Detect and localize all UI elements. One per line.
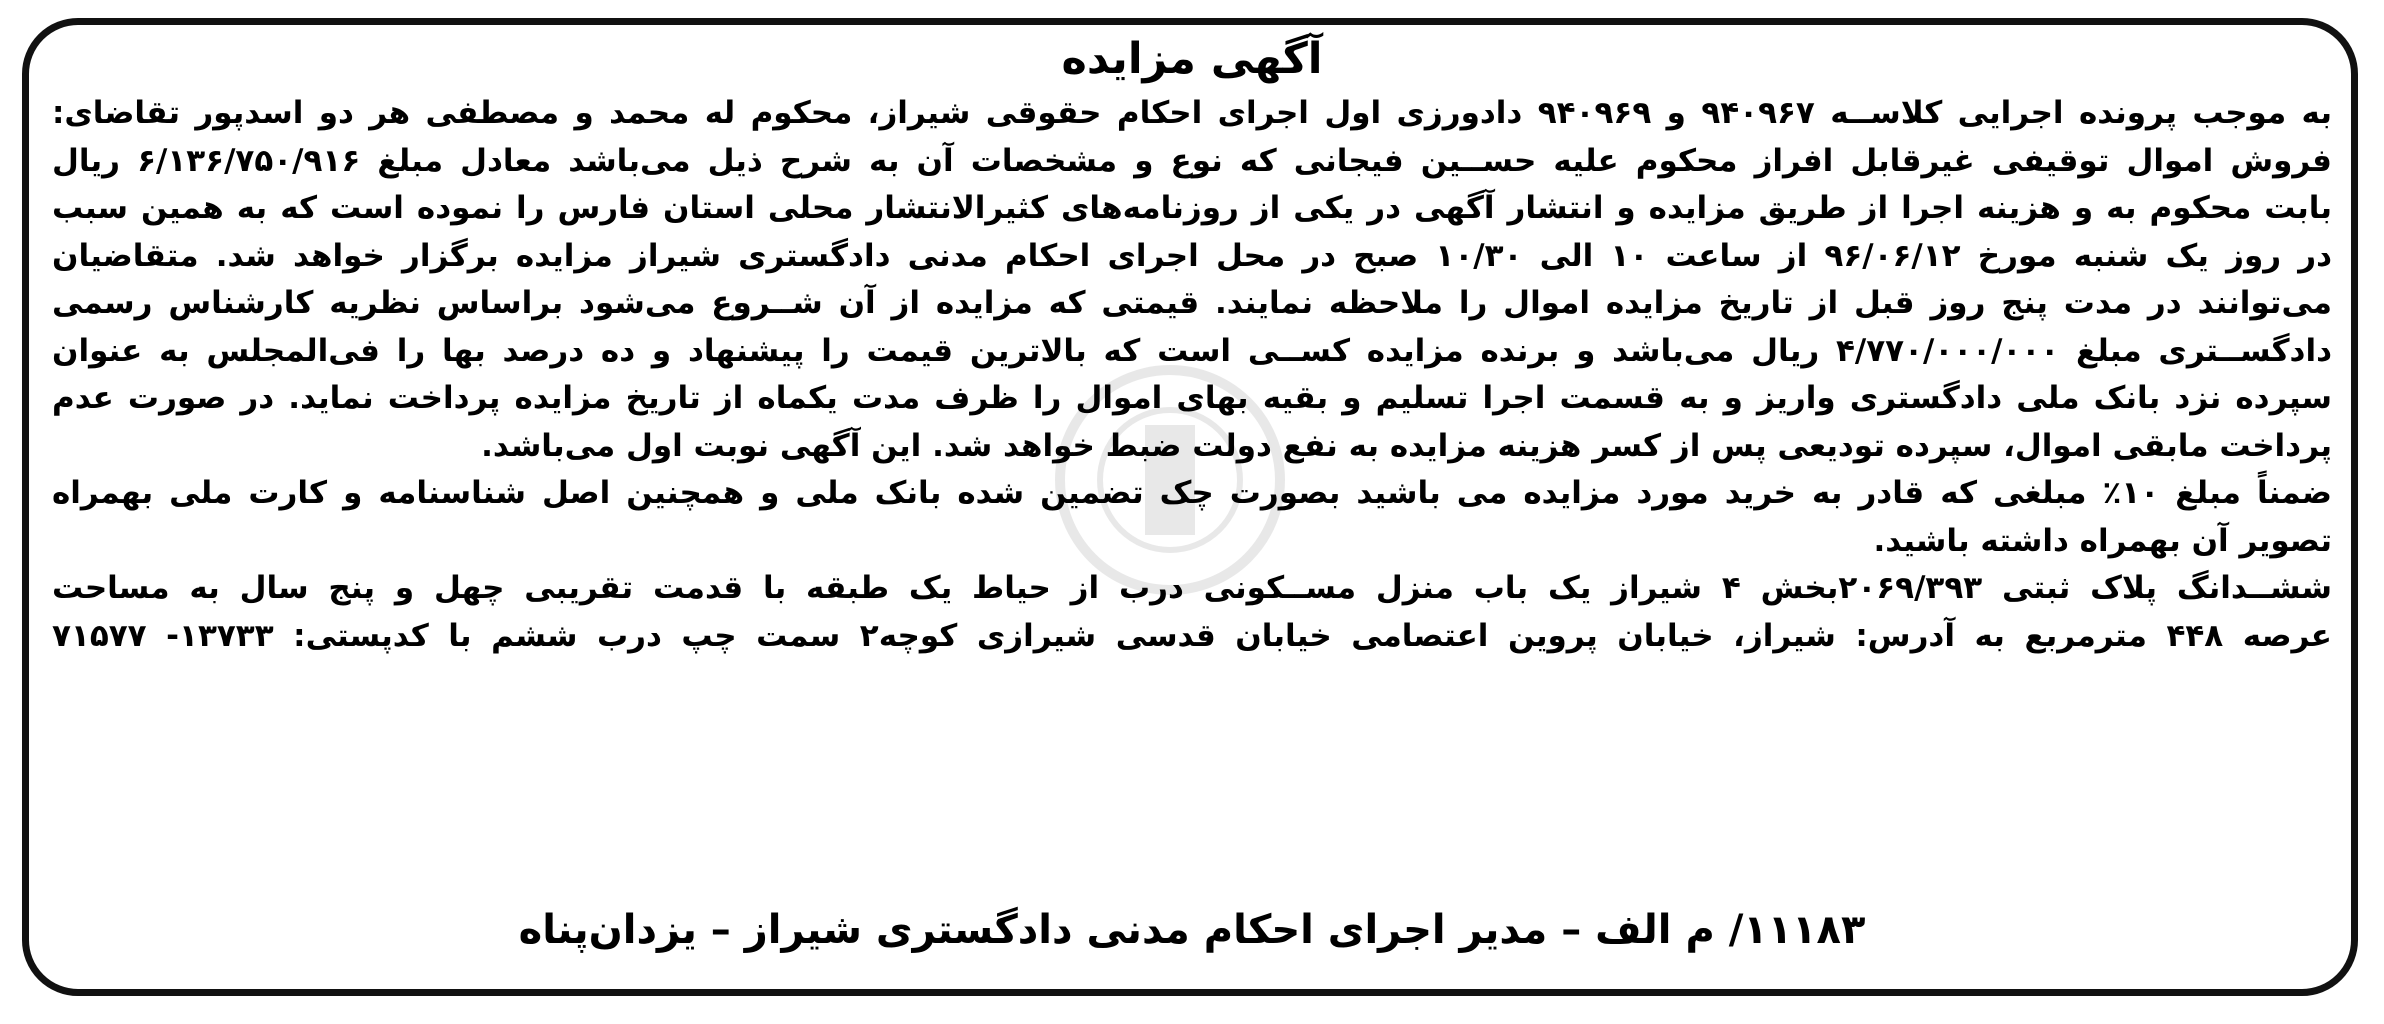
paragraph-property — [52, 565, 2332, 660]
text-line: ضمناً مبلغ ۱۰٪ مبلغی که قادر به خرید مورد مزایده می باشید بصورت چک تضمین شده بانک ملی و همچنین اصل شناسنامه و کارت ملی بهمراه — [52, 475, 2332, 511]
text-line: ششــدانگ پلاک ثبتی ۲۰۶۹/۳۹۳بخش ۴ شیراز یک باب منزل مســکونی درب از حیاط یک طبقه با قدمت تقریبی چهل و پنج سال به مساحت — [52, 570, 2332, 606]
text-line: دادگســتری مبلغ ۴/۷۷۰/۰۰۰/۰۰۰ ریال می‌باشد و برنده مزایده کســی است که بالاترین قیمت را پیشنهاد و ده درصد بها را فی‌المجلس به عنوان — [52, 332, 2332, 369]
text-line: در روز یک شنبه مورخ ۹۶/۰۶/۱۲ از ساعت ۱۰ الی ۱۰/۳۰ صبح در محل اجرای احکام مدنی دادگستری شیراز مزایده برگزار خواهد شد. متقاضیان — [52, 237, 2332, 274]
text-line: به موجب پرونده اجرایی کلاســه ۹۴۰۹۶۷ و ۹۴۰۹۶۹ دادورزی اول اجرای احکام حقوقی شیراز، محکوم له محمد و مصطفی هر دو اسدپور تقاضای: — [52, 95, 2332, 131]
text-line: می‌توانند در مدت پنج روز قبل از تاریخ مزایده اموال را ملاحظه نمایند. قیمتی که مزایده از آن شــروع می‌شود براساس نظریه کارشناس رسمی — [52, 285, 2332, 321]
text-line: سپرده نزد بانک ملی دادگستری واریز و به قسمت اجرا تسلیم و بقیه بهای اموال را ظرف مدت یکماه از تاریخ مزایده پرداخت نماید. در صورت عدم — [52, 380, 2332, 416]
paragraph-deposit — [52, 470, 2332, 565]
text-line: عرصه ۴۴۸ مترمربع به آدرس: شیراز، خیابان پروین اعتصامی خیابان قدسی شیرازی کوچه۲ سمت چپ درب ششم با کدپستی: ۱۳۷۳۳- ۷۱۵۷۷ — [52, 617, 2332, 654]
notice-signature: ۱۱۱۸۳/ م الف – مدیر اجرای احکام مدنی دادگستری شیراز – یزدان‌پناه — [518, 907, 1866, 953]
text-line: فروش اموال توقیفی غیرقابل افراز محکوم علیه حســین فیجانی که نوع و مشخصات آن به شرح ذیل می‌باشد معادل مبلغ ۶/۱۳۶/۷۵۰/۹۱۶ ریال — [52, 142, 2332, 179]
text-line: تصویر آن بهمراه داشته باشید. — [1873, 522, 2332, 559]
text-line: پرداخت مابقی اموال، سپرده تودیعی پس از کسر هزینه مزایده به نفع دولت ضبط خواهد شد. این آگهی نوبت اول می‌باشد. — [481, 427, 2332, 464]
paragraph-terms — [52, 90, 2332, 470]
notice-title: آگهی مزایده — [1061, 34, 1323, 84]
text-line: بابت محکوم به و هزینه اجرا از طریق مزایده و انتشار آگهی در یکی از روزنامه‌های کثیرالانتشار محلی استان فارس را نموده است که به همین سبب — [52, 190, 2332, 226]
auction-notice — [52, 30, 2332, 660]
